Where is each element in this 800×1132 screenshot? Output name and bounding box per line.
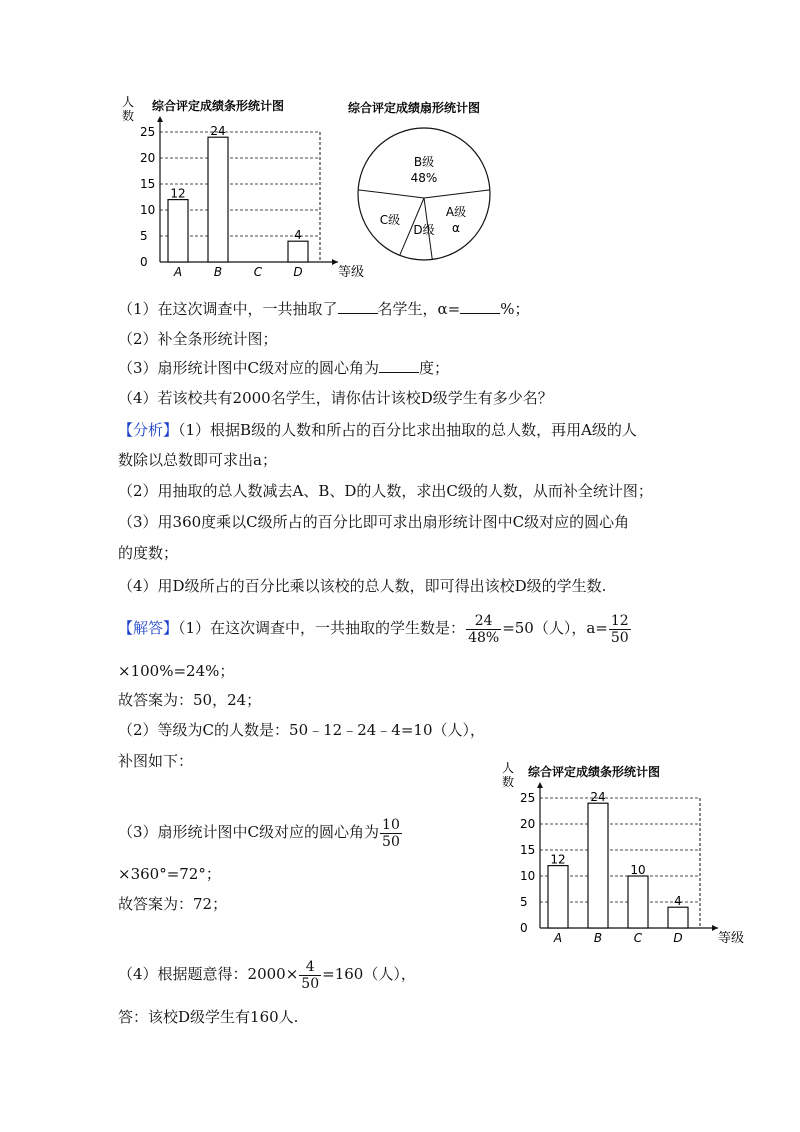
bar-A — [548, 866, 568, 928]
solution-line-2: （2）等级为C的人数是：50﹣12﹣24﹣4=10（人）， — [118, 721, 485, 739]
analysis-line-3: （2）用抽取的总人数减去A、B、D的人数，求出C级的人数，从而补全统计图； — [118, 482, 653, 500]
question-4: （4）若该校共有2000名学生，请你估计该校D级学生有多少名？ — [118, 389, 553, 407]
answer-blank-2[interactable] — [460, 299, 500, 314]
x-tick-label: B — [213, 265, 223, 279]
y-tick-label: 0 — [520, 921, 528, 935]
y-tick-label: 5 — [140, 229, 148, 243]
bar-value-label: 24 — [590, 790, 606, 805]
x-tick-label: D — [293, 265, 303, 279]
fraction-10-50: $\frac{10}{50}$ — [382, 816, 400, 850]
bar-C — [628, 876, 648, 928]
analysis-tag: 【分析】 — [118, 421, 179, 439]
bar-value-label: 4 — [294, 228, 302, 243]
bar-value-label: 4 — [674, 894, 682, 909]
solution-line-1: 【解答】（1）在这次调查中，一共抽取的学生数是： $\frac{24}{48\%}$ =50（人），a= $\frac{12}{50}$ — [118, 612, 629, 646]
y-tick-label: 25 — [520, 791, 536, 805]
bar-B — [208, 137, 228, 262]
x-tick-label: A — [173, 265, 183, 279]
bar-chart-title: 综合评定成绩条形统计图 — [152, 99, 285, 113]
bar-B — [588, 803, 608, 928]
solution-answer-4: 答：该校D级学生有160人. — [118, 1008, 299, 1026]
solution-line-2b: 补图如下： — [118, 752, 194, 770]
x-axis-label: 等级 — [338, 265, 365, 280]
bar-value-label: 12 — [550, 852, 566, 867]
bar-D — [288, 241, 308, 262]
y-axis-arrow — [537, 782, 543, 788]
y-axis-label-2: 数 — [122, 109, 135, 123]
slice-value-0: 48% — [410, 171, 438, 185]
analysis-line-6: （4）用D级所占的百分比乘以该校的总人数，即可得出该校D级的学生数. — [118, 577, 607, 595]
solution-tag: 【解答】 — [118, 619, 179, 637]
bar-D — [668, 907, 688, 928]
pie-chart-title: 综合评定成绩扇形统计图 — [348, 101, 481, 115]
bar-value-label: 12 — [170, 186, 186, 201]
y-tick-label: 15 — [520, 843, 536, 857]
y-axis-label-2: 数 — [502, 775, 515, 789]
y-tick-label: 0 — [140, 255, 148, 269]
y-axis-label-1: 人 — [502, 761, 515, 775]
y-axis-label-1: 人 — [122, 95, 135, 109]
bar-chart-completed-title: 综合评定成绩条形统计图 — [528, 765, 661, 779]
y-axis-arrow — [157, 116, 163, 122]
analysis-line-4: （3）用360度乘以C级所占的百分比即可求出扇形统计图中C级对应的圆心角 — [118, 513, 630, 531]
analysis-line-1: 【分析】（1）根据B级的人数和所占的百分比求出抽取的总人数，再用A级的人 — [118, 421, 637, 439]
answer-blank-1[interactable] — [338, 299, 378, 314]
bar-chart-completed — [492, 758, 745, 946]
bar-A — [168, 200, 188, 262]
bar-value-label: 10 — [630, 863, 646, 877]
solution-line-3b: ×360°=72°； — [118, 865, 221, 883]
analysis-line-5: 的度数； — [118, 544, 179, 562]
y-tick-label: 10 — [520, 869, 536, 883]
solution-line-3: （3）扇形统计图中C级对应的圆心角为 $\frac{10}{50}$ — [118, 816, 400, 850]
solution-answer-1: 故答案为：50，24； — [118, 691, 262, 709]
solution-answer-3: 故答案为：72； — [118, 895, 228, 913]
x-tick-label: A — [553, 931, 563, 945]
question-3: （3）扇形统计图中C级对应的圆心角为 度； — [118, 359, 450, 377]
bar-chart-original — [112, 92, 365, 280]
question-2: （2）补全条形统计图； — [118, 330, 278, 348]
slice-value-1: α — [452, 221, 460, 235]
question-1: （1）在这次调查中，一共抽取了 名学生，α= %； — [118, 300, 530, 318]
slice-label-1: A级 — [445, 205, 467, 219]
x-tick-label: C — [633, 931, 643, 945]
pie-chart — [344, 96, 504, 264]
slice-label-0: B级 — [413, 155, 435, 169]
slice-label-2: D级 — [413, 223, 435, 237]
pie-outline — [358, 128, 490, 260]
answer-blank-3[interactable] — [379, 358, 419, 373]
x-tick-label: D — [673, 931, 683, 945]
slice-label-3: C级 — [379, 213, 401, 227]
x-tick-label: C — [253, 265, 263, 279]
y-tick-label: 20 — [140, 151, 156, 165]
x-axis-label: 等级 — [718, 931, 745, 946]
y-tick-label: 15 — [140, 177, 156, 191]
y-tick-label: 5 — [520, 895, 528, 909]
fraction-24-48: $\frac{24}{48\%}$ — [468, 612, 500, 646]
bar-value-label: 24 — [210, 124, 226, 139]
x-tick-label: B — [593, 931, 603, 945]
analysis-line-2: 数除以总数即可求出a； — [118, 451, 277, 469]
y-tick-label: 25 — [140, 125, 156, 139]
solution-line-1b: ×100%=24%； — [118, 662, 235, 680]
fraction-4-50: $\frac{4}{50}$ — [301, 958, 320, 992]
fraction-12-50: $\frac{12}{50}$ — [610, 612, 629, 646]
y-tick-label: 20 — [520, 817, 536, 831]
solution-line-4: （4）根据题意得：2000× $\frac{4}{50}$ =160（人）， — [118, 958, 416, 992]
y-tick-label: 10 — [140, 203, 156, 217]
